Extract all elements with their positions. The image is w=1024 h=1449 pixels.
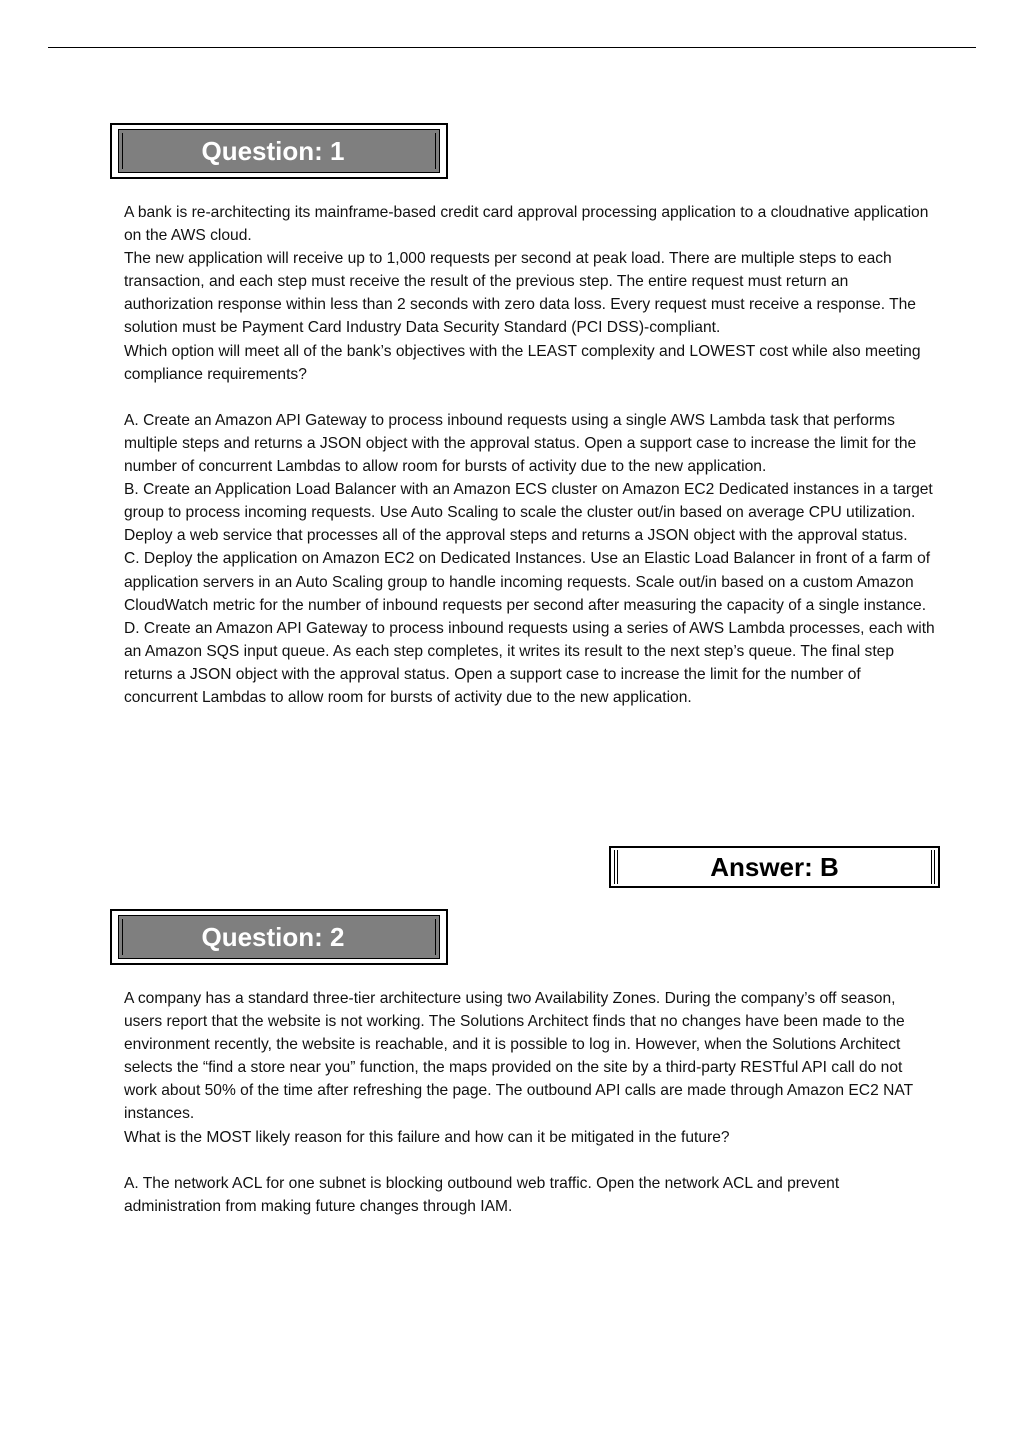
- question-2-stem-para-2: What is the MOST likely reason for this failure and how can it be mitigated in the future?: [124, 1128, 730, 1146]
- question-1-banner: [110, 123, 448, 179]
- question-1-body: [124, 201, 936, 709]
- question-1-option-d: D. Create an Amazon API Gateway to process inbound requests using a series of AWS Lambda processes, each with an Amazon SQS input queue. As each step completes, it writes its result to the next step’s queue. The final step returns a JSON object with the approval status. Open a support case to increase the limit for the number of concurrent Lambdas to allow room for bursts of activity due to the new application.: [124, 619, 935, 706]
- question-2-banner: [110, 909, 448, 965]
- question-1-stem-para-2: The new application will receive up to 1,000 requests per second at peak load. There are multiple steps to each transaction, and each step must receive the result of the previous step. The entire request must return an authorization response within less than 2 seconds with zero data loss. Every request must receive a response. The solution must be Payment Card Industry Data Security Standard (PCI DSS)-compliant.: [124, 250, 916, 337]
- question-2-stem-para-1: A company has a standard three-tier architecture using two Availability Zones. During the company’s off season, users report that the website is not working. The Solutions Architect finds that no changes have been made to the environment recently, the website is reachable, and it is possible to log in. However, when the Solutions Architect selects the “find a store near you” function, the maps provided on the site by a third-party RESTful API call do not work about 50% of the time after refreshing the page. The outbound API calls are made through Amazon EC2 NAT instances.: [124, 990, 913, 1123]
- question-1-option-a: A. Create an Amazon API Gateway to process inbound requests using a single AWS Lambda task that performs multiple steps and returns a JSON object with the approval status. Open a support case to increase the limit for the number of concurrent Lambdas to allow room for bursts of activity due to the new application.: [124, 411, 917, 476]
- question-1-answer-box: [609, 846, 940, 888]
- question-1-heading: Question: 1: [201, 135, 345, 166]
- question-1-answer: Answer: B: [710, 851, 839, 882]
- question-2-option-a: A. The network ACL for one subnet is blocking outbound web traffic. Open the network ACL and prevent administration from making future changes through IAM.: [124, 1174, 840, 1215]
- question-1-option-c: C. Deploy the application on Amazon EC2 on Dedicated Instances. Use an Elastic Load Balancer in front of a farm of application servers in an Auto Scaling group to handle incoming requests. Scale out/in based on a custom Amazon CloudWatch metric for the number of inbound requests per second after measuring the capacity of a single instance.: [124, 550, 931, 614]
- question-1-stem-para-1: A bank is re-architecting its mainframe-based credit card approval processing application to a cloudnative application on the AWS cloud.: [124, 204, 929, 245]
- question-1-stem-para-3: Which option will meet all of the bank’s objectives with the LEAST complexity and LOWEST cost while also meeting compliance requirements?: [124, 342, 921, 383]
- question-1-option-b: B. Create an Application Load Balancer with an Amazon ECS cluster on Amazon EC2 Dedicated instances in a target group to process incoming requests. Use Auto Scaling to scale the cluster out/in based on average CPU utilization. Deploy a web service that processes all of the approval steps and returns a JSON object with the approval status.: [124, 481, 933, 545]
- question-2-body: [124, 987, 936, 1218]
- header-rule: [48, 47, 976, 48]
- question-2-heading: Question: 2: [201, 921, 345, 952]
